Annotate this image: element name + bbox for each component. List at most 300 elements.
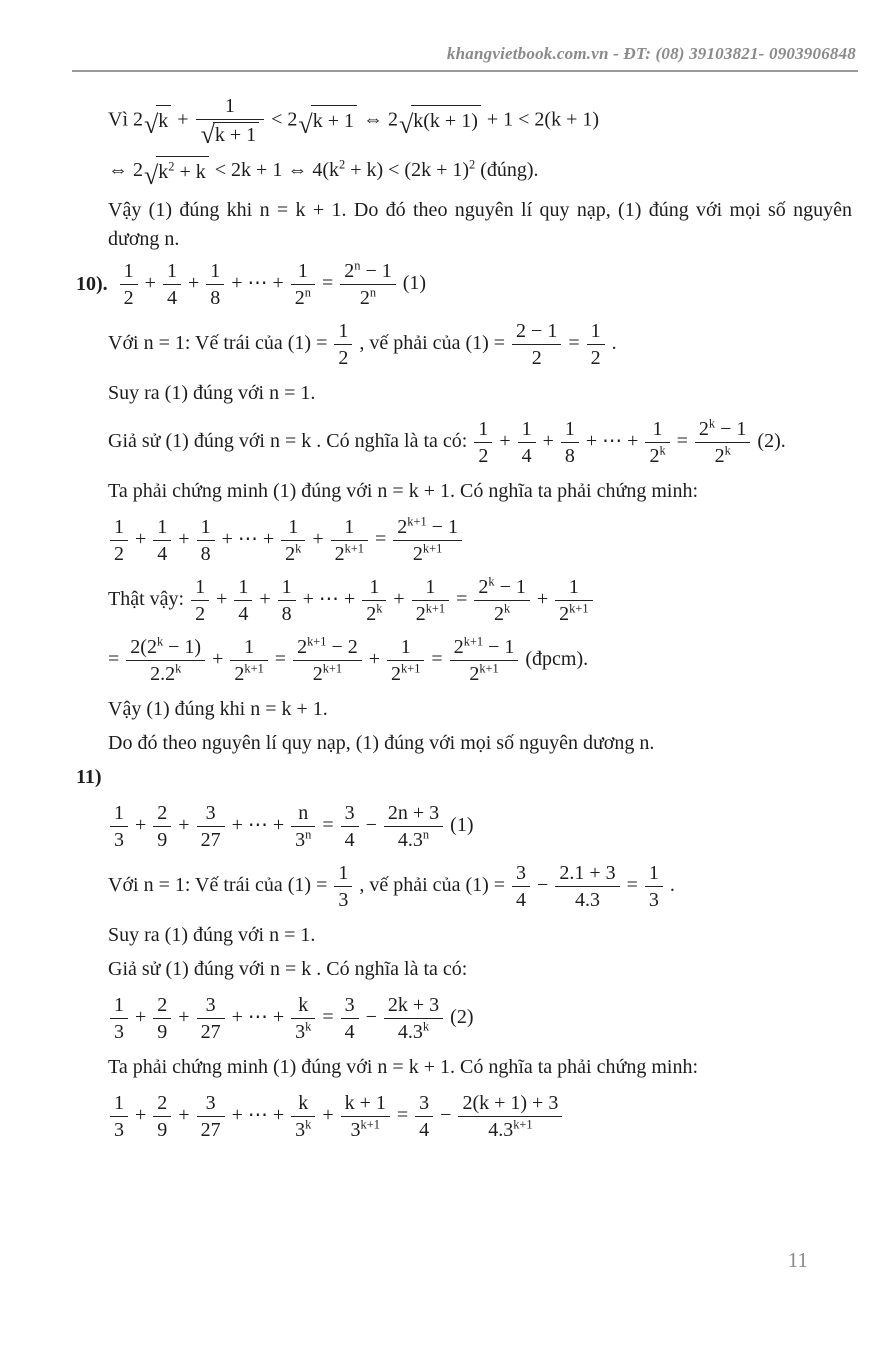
math-text: (1) [445,814,474,837]
fraction [153,1091,171,1142]
fraction [474,417,492,468]
math-text: 3 [516,862,527,885]
fraction-numerator [518,417,536,443]
math-text: 1 [210,260,221,283]
fraction-numerator [197,515,215,541]
fraction-numerator [555,575,592,601]
math-text: 2 [478,576,489,599]
math-text: 1 [648,862,659,885]
fraction-denominator [555,601,592,626]
fraction-numerator [512,861,530,887]
fraction-denominator [234,601,252,626]
fraction-numerator [153,515,171,541]
fraction [561,417,579,468]
fraction-numerator [458,1091,562,1117]
radicand [411,105,481,136]
radical-sign-icon: √ [144,110,159,140]
fraction-denominator [163,285,181,310]
fraction [458,1091,562,1142]
fraction-denominator [153,1117,171,1142]
math-text: 2 [391,663,402,686]
math-text: = [451,588,473,611]
math-text: 1 [200,516,211,539]
fraction-numerator [110,801,128,827]
fraction-denominator [291,1019,315,1044]
math-text: 3 [344,802,355,825]
fraction [230,635,267,686]
induction-hypothesis-10 [108,417,852,468]
math-text: < 2k + 1 ⇔ 4(k [209,159,339,182]
math-text: 2 [344,260,355,283]
text-run: Vậy (1) đúng khi n = k + 1. [108,698,328,721]
problem-11-statement [108,801,852,852]
fraction-numerator [196,94,265,120]
fraction-denominator [458,1117,562,1142]
math-text: 1 [652,418,663,441]
fraction-numerator [331,515,368,541]
math-text: − 1 [360,260,392,283]
fraction [512,861,530,912]
superscript: k [488,574,495,589]
math-text: 4 [516,889,527,912]
fraction-numerator [197,1091,225,1117]
square-root [144,105,171,140]
fraction [474,575,529,626]
math-text: 1 [224,95,235,117]
math-text: 2 [649,445,660,468]
fraction-numerator [291,993,315,1019]
fraction-numerator [341,1091,390,1117]
math-text: + [388,588,410,611]
superscript: k+1 [569,601,589,616]
math-text: + [207,648,229,671]
math-text: + [139,272,161,295]
math-text: 2 [531,347,542,370]
math-text: + [182,272,205,295]
fraction-denominator [153,1019,171,1044]
math-text: 4 [157,543,168,566]
math-text: k(k + 1) [413,110,478,133]
inequality-line-2 [108,156,852,191]
math-text: k [298,994,309,1017]
fraction-denominator [291,827,315,852]
fraction-numerator [191,575,209,601]
fraction-denominator [645,887,663,912]
math-text: 4 [344,1021,355,1044]
math-text: + [173,528,195,551]
math-text: 4.3 [574,889,600,912]
fraction-denominator [281,541,305,566]
conclusion-final-10 [108,729,852,758]
math-text: k [158,110,169,133]
fraction [291,259,315,310]
proof-chain-1-10 [108,575,852,626]
fraction [196,94,265,150]
fraction [695,417,750,468]
fraction-numerator [474,417,492,443]
radicand [311,105,357,136]
math-text: + ⋯ + [226,814,290,837]
math-text: ⇔ 2 [357,108,398,131]
math-text: (đúng). [475,159,539,182]
problem-11-label [76,763,852,792]
math-text: + ⋯ + [226,272,289,295]
fraction-denominator [695,443,750,468]
math-text: 1 [521,418,532,441]
fraction-denominator [334,345,352,370]
fraction-denominator [153,827,171,852]
fraction-denominator [110,541,128,566]
superscript: n [305,827,312,842]
fraction [126,635,205,686]
math-text: Thật vậy: [108,588,190,611]
fraction-numerator [153,801,171,827]
math-text: + [130,528,152,551]
fraction-denominator [341,1019,359,1044]
math-text: 8 [210,287,221,310]
text-run: Giả sử (1) đúng với n = k . Có nghĩa là ta có: [108,958,468,981]
fraction-denominator [196,120,265,150]
text-run: Ta phải chứng minh (1) đúng với n = k + 1. Có nghĩa ta phải chứng minh: [108,1056,698,1079]
base-case-conclusion-10 [108,379,852,408]
square-root [298,105,357,140]
fraction-denominator [415,1117,433,1142]
fraction-numerator [281,515,305,541]
math-text: Vì 2 [108,108,143,131]
fraction-numerator [695,417,750,443]
radicand [156,105,171,136]
math-text: + ⋯ + [226,1104,290,1127]
fraction-denominator [197,827,225,852]
superscript: k+1 [307,634,327,649]
math-text: + ⋯ + [216,528,280,551]
math-text: − [435,1104,457,1127]
superscript: k [376,601,383,616]
math-text: = [317,814,339,837]
math-text: 9 [157,1021,168,1044]
math-text: 2 [412,543,423,566]
superscript: k [659,443,666,458]
math-text: (2) [445,1006,474,1029]
fraction-numerator [293,635,362,661]
math-text: + [173,1006,195,1029]
induction-hypothesis-11 [108,993,852,1044]
math-text: 3 [295,829,306,852]
math-text: 1 [157,516,168,539]
fraction [281,515,305,566]
fraction-denominator [341,827,359,852]
math-text: 1 [338,862,349,885]
fraction [110,515,128,566]
fraction-denominator [341,1117,390,1142]
math-text: k + 1 [344,1092,386,1115]
radical-sign-icon: √ [200,120,215,150]
math-text: = [563,332,585,355]
fraction [153,993,171,1044]
fraction [387,635,424,686]
math-text: k [158,161,169,184]
fraction [415,1091,433,1142]
superscript: n [422,827,430,842]
fraction-numerator [450,635,519,661]
math-text: + 1 < 2(k + 1) [481,108,600,131]
math-text: 2 [195,603,206,626]
math-text: = [269,648,292,671]
problem-10-statement [76,259,852,310]
fraction-numerator [512,319,561,345]
page-header [0,0,892,70]
superscript: k [175,661,182,676]
math-text: 1 [195,576,206,599]
math-text: 27 [200,829,221,852]
math-text: = [108,648,125,671]
math-text: n [298,802,309,825]
fraction [234,575,252,626]
math-text: 1 [238,576,249,599]
fraction [341,993,359,1044]
math-text: 1 [114,516,124,539]
fraction-numerator [291,801,315,827]
page-content [0,94,892,1142]
math-text: 1 [244,636,255,659]
fraction-numerator [341,801,359,827]
radical-sign-icon: √ [144,161,159,191]
fraction-denominator [587,345,605,370]
fraction [120,259,138,310]
fraction [334,319,352,370]
math-text: 1 [123,260,134,283]
math-text: 3 [338,889,349,912]
math-text: + ⋯ + [226,1006,290,1029]
fraction [197,1091,225,1142]
square-root [144,156,209,191]
fraction [384,993,443,1044]
math-text: 27 [200,1119,221,1142]
superscript: k+1 [425,601,446,616]
math-text: 8 [564,445,575,468]
induction-step-intro-10 [108,477,852,506]
fraction-denominator [555,887,619,912]
math-text: 1 [281,576,292,599]
math-text: 9 [157,829,168,852]
induction-hypothesis-intro-11 [108,955,852,984]
superscript: k [305,1019,312,1034]
conclusion-step-10 [108,695,852,724]
fraction-numerator [384,993,443,1019]
math-text: (đpcm). [520,648,589,671]
text-run: Vậy (1) đúng khi n = k + 1. Do đó theo nguyên lí quy nạp, (1) đúng với mọi số nguyên dương n. [108,199,852,251]
math-text: + [317,1104,339,1127]
text-run: Suy ra (1) đúng với n = 1. [108,924,316,947]
math-text: 2 [338,347,349,370]
fraction-numerator [474,575,529,601]
math-text: + [173,814,195,837]
math-text: 9 [157,1119,168,1142]
fraction [331,515,368,566]
math-text: − [532,874,554,897]
math-text: 3 [648,889,659,912]
math-text: 3 [295,1021,306,1044]
math-text: − 1 [483,636,515,659]
math-text: = [621,874,643,897]
base-case-conclusion-11 [108,921,852,950]
fraction-numerator [412,575,449,601]
math-text: 2 [123,287,134,310]
fraction-denominator [197,1019,225,1044]
math-text: Giả sử (1) đúng với n = k . Có nghĩa là ta có: [108,430,473,453]
math-text: 2 [590,347,601,370]
header-website-phone: khangvietbook.com.vn - ĐT: (08) 39103821- 0903906848 [446,44,856,63]
fraction-denominator [384,1019,443,1044]
fraction-numerator [120,259,138,285]
fraction-denominator [645,443,669,468]
math-text: 2 [494,603,505,626]
superscript: 2 [168,159,175,174]
fraction [334,861,352,912]
math-text: 2 [366,603,377,626]
superscript: k [295,541,302,556]
radical-sign-icon: √ [398,110,414,140]
superscript: k [305,1117,312,1132]
math-text: + [130,1006,152,1029]
fraction-denominator [512,887,530,912]
fraction-numerator [393,515,462,541]
fraction [645,861,663,912]
math-text: 1 [590,320,601,343]
fraction [110,1091,128,1142]
superscript: k+1 [322,661,343,676]
math-text: − 1 [426,516,458,539]
fraction-denominator [384,827,443,852]
superscript: k+1 [422,541,443,556]
math-text: , vế phải của (1) = [354,874,511,897]
fraction-denominator [126,661,205,686]
fraction-denominator [474,443,492,468]
fraction-denominator [278,601,296,626]
math-text: 1 [288,516,299,539]
math-text: 2 [157,994,168,1017]
math-text: 4 [238,603,249,626]
fraction-numerator [645,861,663,887]
math-text: 1 [114,802,124,825]
math-text: + [211,588,233,611]
fraction [153,801,171,852]
fraction-denominator [334,887,352,912]
fraction-denominator [197,1117,225,1142]
fraction-numerator [197,801,225,827]
math-text: + k) < (2k + 1) [345,159,470,182]
superscript: k+1 [360,1117,380,1132]
fraction-numerator [341,993,359,1019]
fraction [555,575,592,626]
superscript: n [369,285,377,300]
fraction-numerator [334,861,352,887]
superscript: k+1 [244,661,264,676]
base-case-11 [108,861,852,912]
math-text: 4 [521,445,532,468]
math-text: 2k + 3 [387,994,440,1017]
fraction-numerator [110,993,128,1019]
math-text: 2 [469,663,480,686]
fraction [163,259,181,310]
math-text: = [317,272,339,295]
superscript: k [422,1019,430,1034]
math-text: 2 [334,543,345,566]
radicand [213,122,259,146]
math-text: 2 [157,802,168,825]
radical-sign-icon: √ [298,110,313,140]
math-text: 1 [297,260,308,283]
math-text: 4.3 [397,1021,423,1044]
square-root [200,120,260,150]
fraction-denominator [153,541,171,566]
fraction-numerator [126,635,205,661]
fraction [110,801,128,852]
fraction-denominator [474,601,529,626]
item-label: 11) [76,766,102,789]
fraction [341,1091,390,1142]
math-text: + [130,814,152,837]
fraction [206,259,224,310]
conclusion-paragraph-9 [108,196,852,254]
fraction-numerator [153,1091,171,1117]
math-text: 3 [344,994,355,1017]
math-text: − 1 [494,576,526,599]
fraction [362,575,386,626]
math-text: 1 [338,320,349,343]
math-text: − [360,1006,382,1029]
math-text: 2 [559,603,570,626]
math-text: 1 [400,636,411,659]
math-text: 3 [205,994,216,1017]
math-text: 2 [285,543,296,566]
math-text: = [426,648,448,671]
superscript: k [504,601,511,616]
math-text: Với n = 1: Vế trái của (1) = [108,332,333,355]
math-text: − [360,814,382,837]
fraction-denominator [512,345,561,370]
math-text: 2 [234,663,245,686]
induction-step-intro-11 [108,1053,852,1082]
math-text: + [494,430,516,453]
fraction-numerator [334,319,352,345]
math-text: 2 [478,445,489,468]
fraction [512,319,561,370]
math-text: 2(2 [130,636,157,659]
math-text: − 1 [715,418,747,441]
math-text: = [370,528,392,551]
math-text: + ⋯ + [297,588,361,611]
fraction-denominator [110,1019,128,1044]
fraction-numerator [197,993,225,1019]
math-text: < 2 [266,108,298,131]
math-text: 2 [397,516,408,539]
math-text: 1 [568,576,579,599]
math-text: (1) [397,272,427,295]
fraction [291,801,315,852]
fraction-denominator [291,1117,315,1142]
math-text: 2 [415,603,426,626]
fraction-denominator [197,541,215,566]
math-text: 1 [564,418,575,441]
math-text: − 2 [326,636,358,659]
fraction-numerator [291,259,315,285]
math-text: 3 [350,1119,361,1142]
fraction [645,417,669,468]
superscript: k+1 [463,634,484,649]
square-root [398,105,481,140]
fraction-denominator [293,661,362,686]
